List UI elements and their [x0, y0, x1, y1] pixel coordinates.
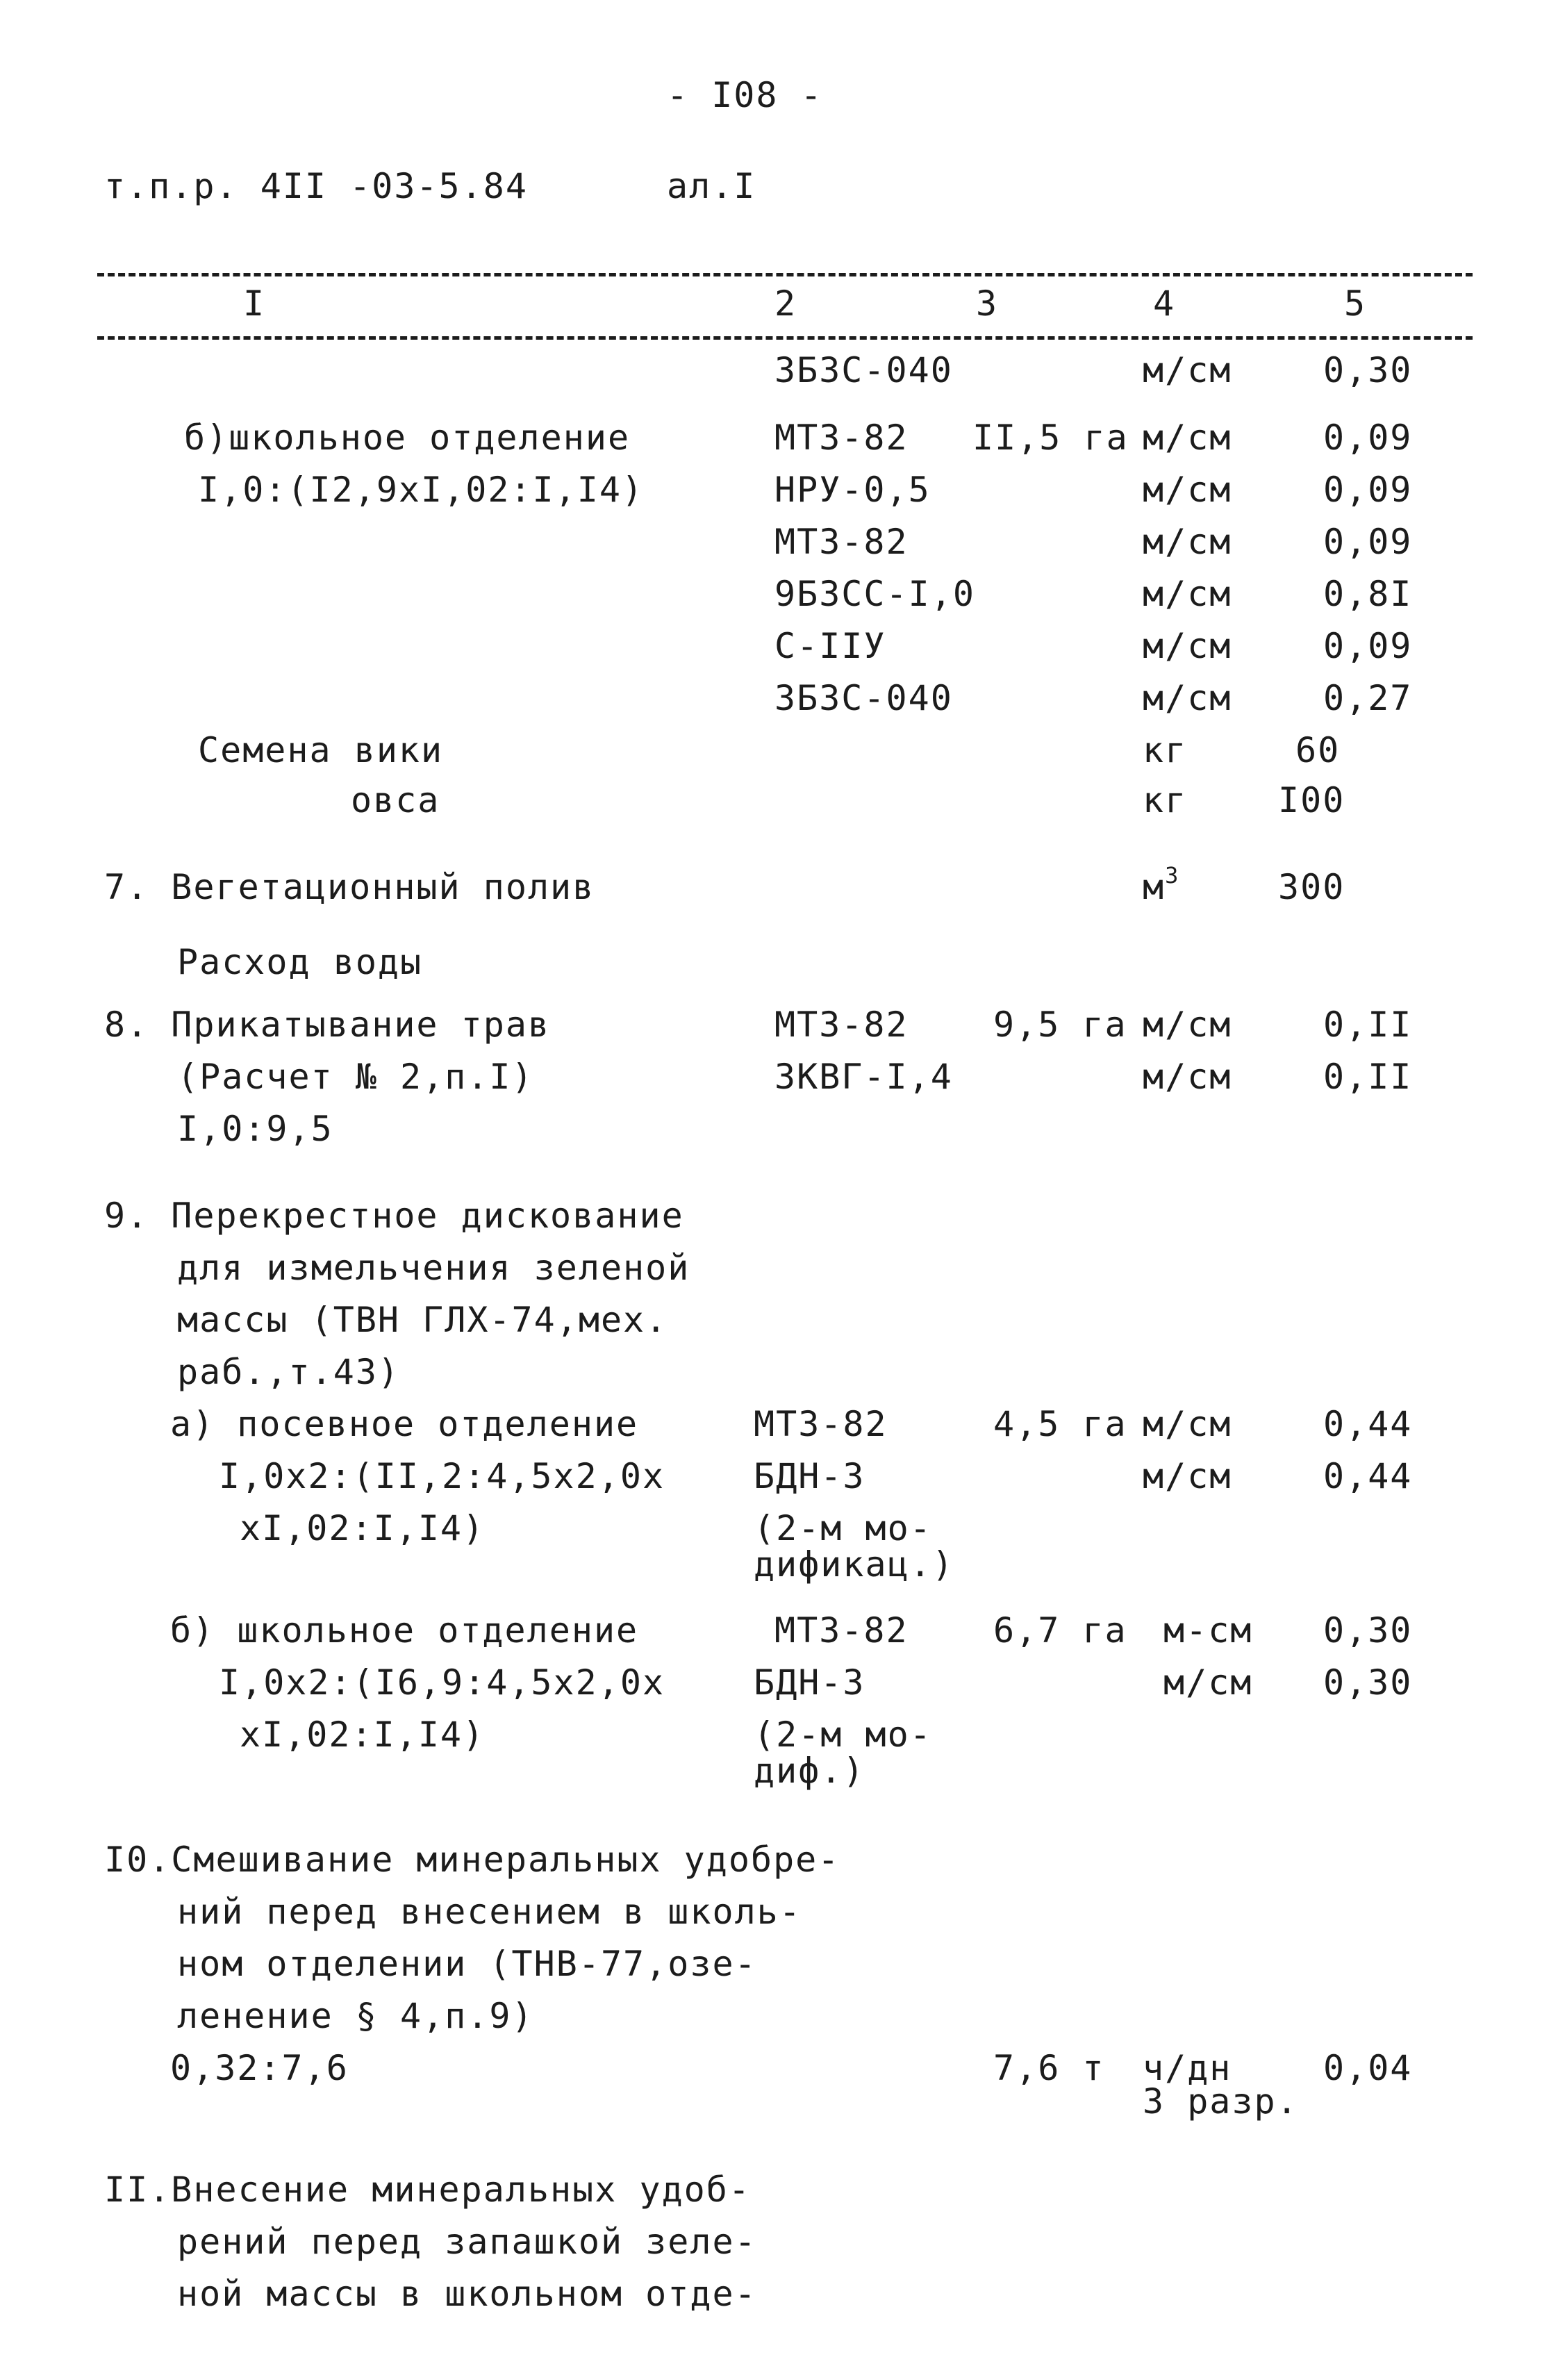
row-2-col4: м/см	[1143, 470, 1232, 510]
row-19-col5: 0,44	[1323, 1456, 1413, 1496]
row-6-col4: м/см	[1143, 678, 1232, 718]
row-5-col4: м/см	[1143, 626, 1232, 666]
row-3-col2: МТЗ-82	[774, 522, 909, 562]
row-16-col1: массы (ТВН ГЛХ-74,мех.	[177, 1300, 668, 1340]
row-19-col4: м/см	[1143, 1456, 1232, 1496]
row-1-col3: II,5 га	[972, 418, 1129, 458]
row-8-col1: овса	[351, 780, 440, 820]
row-7-col4: кг	[1143, 730, 1188, 770]
row-6-col5: 0,27	[1323, 678, 1413, 718]
row-3-col4: м/см	[1143, 522, 1232, 562]
row-30-col3: 7,6 т	[993, 2048, 1105, 2088]
row-7-col1: Семена вики	[198, 730, 444, 770]
row-28-col1: ном отделении (ТНВ-77,озе-	[177, 1944, 757, 1984]
row-30-col1: 0,32:7,6	[170, 2048, 349, 2088]
column-header-3: 3	[976, 283, 999, 324]
row-4-col2: 9Б3СС-I,0	[774, 574, 975, 614]
column-header-4: 4	[1153, 283, 1176, 324]
row-11-col4: м/см	[1143, 1005, 1232, 1045]
row-23-col4: м/см	[1163, 1662, 1253, 1703]
unit-superscript: 3	[1165, 862, 1180, 889]
row-22-col1: б) школьное отделение	[170, 1610, 639, 1651]
column-header-1: I	[243, 283, 266, 324]
row-1-col5: 0,09	[1323, 418, 1413, 458]
column-header-2: 2	[774, 283, 797, 324]
row-24-col2: (2-м мо-	[754, 1714, 932, 1755]
row-25-col2: диф.)	[754, 1751, 865, 1791]
row-18-col3: 4,5 га	[993, 1404, 1127, 1444]
row-4-col4: м/см	[1143, 574, 1232, 614]
row-17-col1: раб.,т.43)	[177, 1352, 401, 1392]
row-34-col1: ной массы в школьном отде-	[177, 2274, 757, 2314]
row-33-col1: рений перед запашкой зеле-	[177, 2222, 757, 2262]
row-29-col1: ленение § 4,п.9)	[177, 1996, 534, 2036]
row-22-col5: 0,30	[1323, 1610, 1413, 1651]
row-7-col5: 60	[1295, 730, 1341, 770]
row-5-col5: 0,09	[1323, 626, 1413, 666]
row-13-col1: I,0:9,5	[177, 1109, 333, 1149]
row-20-col1: xI,02:I,I4)	[240, 1508, 486, 1548]
row-22-col3: 6,7 га	[993, 1610, 1127, 1651]
row-2-col1: I,0:(I2,9xI,02:I,I4)	[198, 470, 645, 510]
row-4-col5: 0,8I	[1323, 574, 1413, 614]
row-11-col1: 8. Прикатывание трав	[104, 1005, 551, 1045]
row-24-col1: xI,02:I,I4)	[240, 1714, 486, 1755]
document-code: т.п.р. 4II -03-5.84	[104, 166, 528, 206]
row-31-col4: 3 разр.	[1143, 2081, 1299, 2122]
row-22-col4: м-см	[1163, 1610, 1253, 1651]
album-label: ал.I	[667, 166, 756, 206]
row-5-col2: С-IIУ	[774, 626, 886, 666]
row-9-col4	[1143, 862, 1180, 907]
unit-cubic-meter: м	[1143, 867, 1166, 907]
row-14-col1: 9. Перекрестное дискование	[104, 1196, 684, 1236]
row-19-col1: I,0x2:(II,2:4,5x2,0x	[219, 1456, 665, 1496]
row-18-col5: 0,44	[1323, 1404, 1413, 1444]
row-23-col5: 0,30	[1323, 1662, 1413, 1703]
row-12-col2: ЗКВГ-I,4	[774, 1057, 953, 1097]
row-27-col1: ний перед внесением в школь-	[177, 1892, 802, 1932]
row-8-col4: кг	[1143, 780, 1188, 820]
column-header-5: 5	[1344, 283, 1367, 324]
row-18-col4: м/см	[1143, 1404, 1232, 1444]
row-18-col1: а) посевное отделение	[170, 1404, 639, 1444]
page-number: - I08 -	[667, 75, 823, 115]
row-11-col5: 0,II	[1323, 1005, 1413, 1045]
row-20-col2: (2-м мо-	[754, 1508, 932, 1548]
row-11-col2: МТЗ-82	[774, 1005, 909, 1045]
row-8-col5: I00	[1278, 780, 1345, 820]
row-2-col2: НРУ-0,5	[774, 470, 931, 510]
row-1-col1: б)школьное отделение	[184, 418, 631, 458]
row-12-col1: (Расчет № 2,п.I)	[177, 1057, 534, 1097]
row-3-col5: 0,09	[1323, 522, 1413, 562]
row-0-col4: м/см	[1143, 350, 1232, 390]
table-header-rule	[97, 336, 1473, 340]
row-9-col5: 300	[1278, 867, 1345, 907]
row-12-col4: м/см	[1143, 1057, 1232, 1097]
row-18-col2: МТЗ-82	[754, 1404, 888, 1444]
row-15-col1: для измельчения зеленой	[177, 1248, 690, 1288]
row-30-col4: ч/дн	[1143, 2048, 1232, 2088]
table-top-rule	[97, 273, 1473, 276]
row-32-col1: II.Внесение минеральных удоб-	[104, 2170, 751, 2210]
row-0-col5: 0,30	[1323, 350, 1413, 390]
row-0-col2: 3Б3С-040	[774, 350, 953, 390]
row-12-col5: 0,II	[1323, 1057, 1413, 1097]
row-21-col2: дификац.)	[754, 1544, 954, 1585]
row-11-col3: 9,5 га	[993, 1005, 1127, 1045]
row-22-col2: МТЗ-82	[774, 1610, 909, 1651]
row-23-col1: I,0x2:(I6,9:4,5x2,0x	[219, 1662, 665, 1703]
row-6-col2: 3Б3С-040	[774, 678, 953, 718]
row-10-col1: Расход воды	[177, 942, 423, 982]
row-26-col1: I0.Смешивание минеральных удобре-	[104, 1840, 840, 1880]
row-2-col5: 0,09	[1323, 470, 1413, 510]
row-30-col5: 0,04	[1323, 2048, 1413, 2088]
row-19-col2: БДН-3	[754, 1456, 865, 1496]
row-1-col4: м/см	[1143, 418, 1232, 458]
row-23-col2: БДН-3	[754, 1662, 865, 1703]
row-1-col2: МТЗ-82	[774, 418, 909, 458]
row-9-col1: 7. Вегетационный полив	[104, 867, 595, 907]
